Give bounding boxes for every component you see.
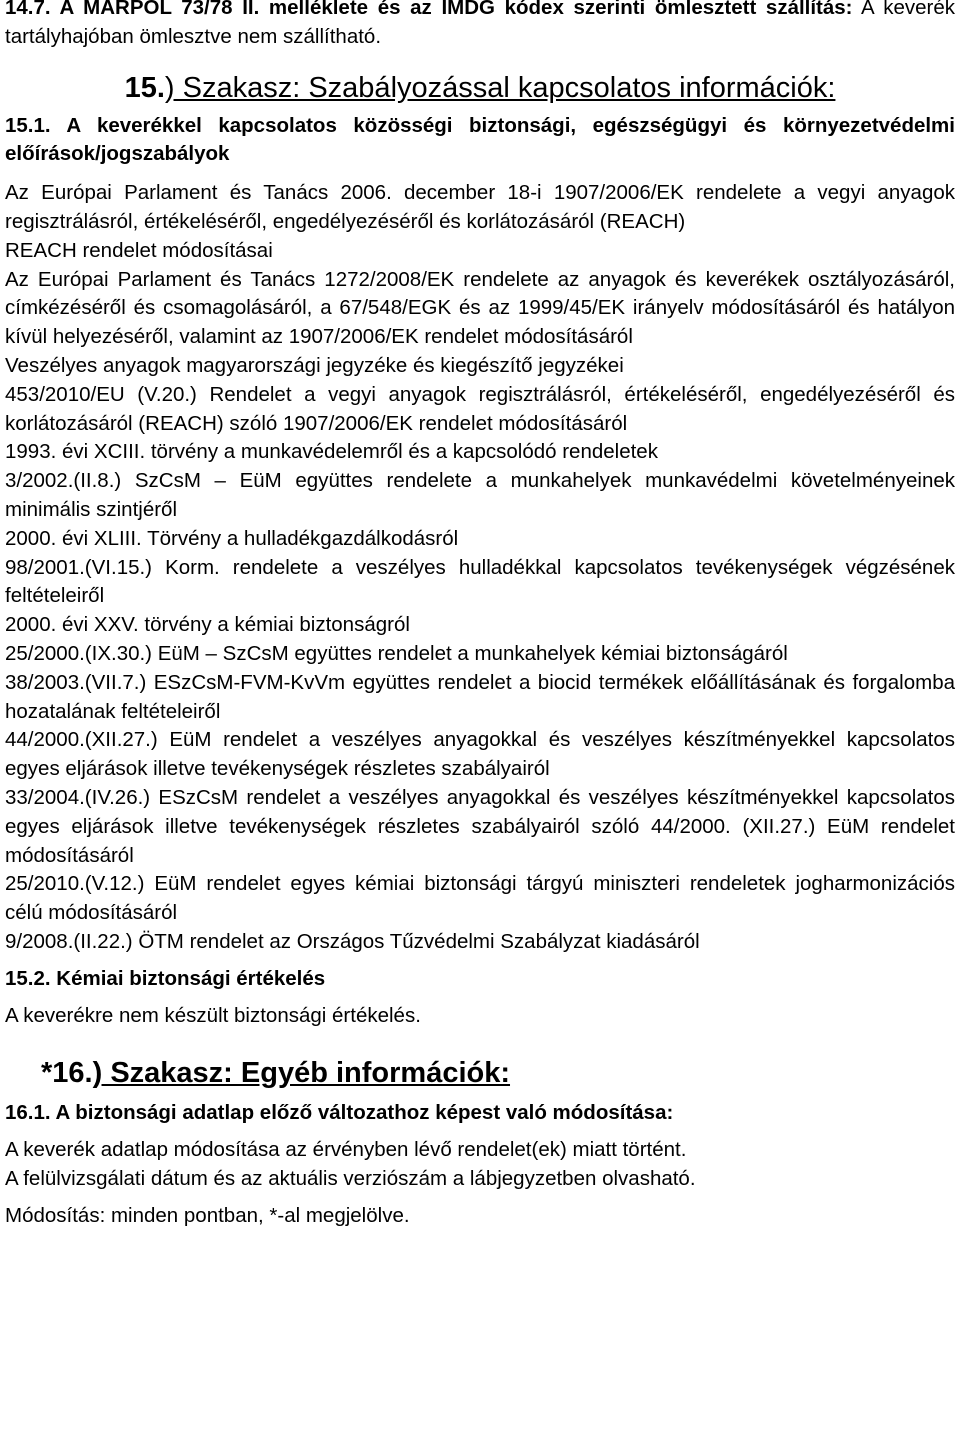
regulation-item: 25/2010.(V.12.) EüM rendelet egyes kémiai biztonsági tárgyú miniszteri rendeletek jogharmonizációs célú módosításáról (5, 872, 955, 925)
regulation-item: 38/2003.(VII.7.) ESzCsM-FVM-KvVm együttes rendelet a biocid termékek előállításának és forgalomba hozatalának feltételeiről (5, 670, 955, 723)
regulation-item: Veszélyes anyagok magyarországi jegyzéke és kiegészítő jegyzékei (5, 353, 624, 377)
section-15-heading (5, 70, 955, 106)
section-16-1-line: A keverék adatlap módosítása az érvényben lévő rendelet(ek) miatt történt. (5, 1138, 687, 1162)
regulation-item: 33/2004.(IV.26.) ESzCsM rendelet a veszélyes anyagokkal és veszélyes készítményekkel kapcsolatos egyes eljárások illetve tevékenységek részletes szabályairól szóló 44/2000. (XII.27.) EüM rendelet módosításáról (5, 785, 955, 867)
regulation-item: Az Európai Parlament és Tanács 2006. december 18-i 1907/2006/EK rendelete a vegyi anyagok regisztrálásról, értékeléséről, engedélyezéséről és korlátozásáról (REACH) (5, 181, 955, 233)
section-14-7-heading: 14.7. A MARPOL 73/78 II. melléklete és az IMDG kódex szerinti ömlesztett szállítás: (5, 0, 853, 19)
regulation-item: 1993. évi XCIII. törvény a munkavédelemről és a kapcsolódó rendeletek (5, 440, 658, 464)
section-16-1-line: A felülvizsgálati dátum és az aktuális verziószám a lábjegyzetben olvasható. (5, 1166, 696, 1190)
section-15-2-text: A keverékre nem készült biztonsági értékelés. (5, 1003, 421, 1027)
section-15-1-title: 15.1. A keverékkel kapcsolatos közösségi biztonsági, egészségügyi és környezetvédelmi előírások/jogszabályok (5, 113, 955, 166)
regulation-item: 2000. évi XXV. törvény a kémiai biztonságról (5, 613, 410, 637)
section-15-title: ) Szakasz: Szabályozással kapcsolatos információk: (164, 71, 836, 104)
regulation-item: Az Európai Parlament és Tanács 1272/2008/EK rendelete az anyagok és keverékek osztályozásáról, címkézéséről és csomagolásáról, a 67/548/EGK és az 1999/45/EK irányelv módosításáról és hatályon kívül helyezéséről, valamint az 1907/2006/EK rendelet módosításáról (5, 267, 955, 349)
regulation-item: REACH rendelet módosításai (5, 238, 273, 262)
section-16-number: *16. (41, 1057, 93, 1090)
section-14-7-text: A keverék tartályhajóban ömlesztve nem szállítható. (5, 0, 955, 48)
section-15-2-title: 15.2. Kémiai biztonsági értékelés (5, 966, 326, 990)
regulation-item: 453/2010/EU (V.20.) Rendelet a vegyi anyagok regisztrálásról, értékeléséről, engedélyezéséről és korlátozásáról (REACH) szóló 1907/2006/EK rendelet módosításáról (5, 382, 955, 435)
section-16-note: Módosítás: minden pontban, *-al megjelölve. (5, 1203, 410, 1227)
section-16-title: ) Szakasz: Egyéb információk: (92, 1057, 511, 1090)
regulation-item: 44/2000.(XII.27.) EüM rendelet a veszélyes anyagokkal és veszélyes készítményekkel kapcsolatos egyes eljárások illetve tevékenységek részletes szabályairól (5, 728, 955, 781)
regulation-item: 25/2000.(IX.30.) EüM – SzCsM együttes rendelet a munkahelyek kémiai biztonságáról (5, 641, 788, 665)
regulation-item: 9/2008.(II.22.) ÖTM rendelet az Országos Tűzvédelmi Szabályzat kiadásáról (5, 929, 700, 953)
regulation-item: 98/2001.(VI.15.) Korm. rendelete a veszélyes hulladékkal kapcsolatos tevékenységek végzésének feltételeiről (5, 555, 955, 608)
regulation-item: 3/2002.(II.8.) SzCsM – EüM együttes rendelete a munkahelyek munkavédelmi követelményeinek minimális szintjéről (5, 469, 955, 521)
regulation-item: 2000. évi XLIII. Törvény a hulladékgazdálkodásról (5, 526, 459, 550)
section-15-number: 15. (124, 71, 165, 104)
regulation-list (5, 179, 955, 957)
section-16-1-title: 16.1. A biztonsági adatlap előző változathoz képest való módosítása: (5, 1101, 674, 1125)
section-16-heading (41, 1055, 955, 1091)
section-14-7 (5, 0, 955, 52)
